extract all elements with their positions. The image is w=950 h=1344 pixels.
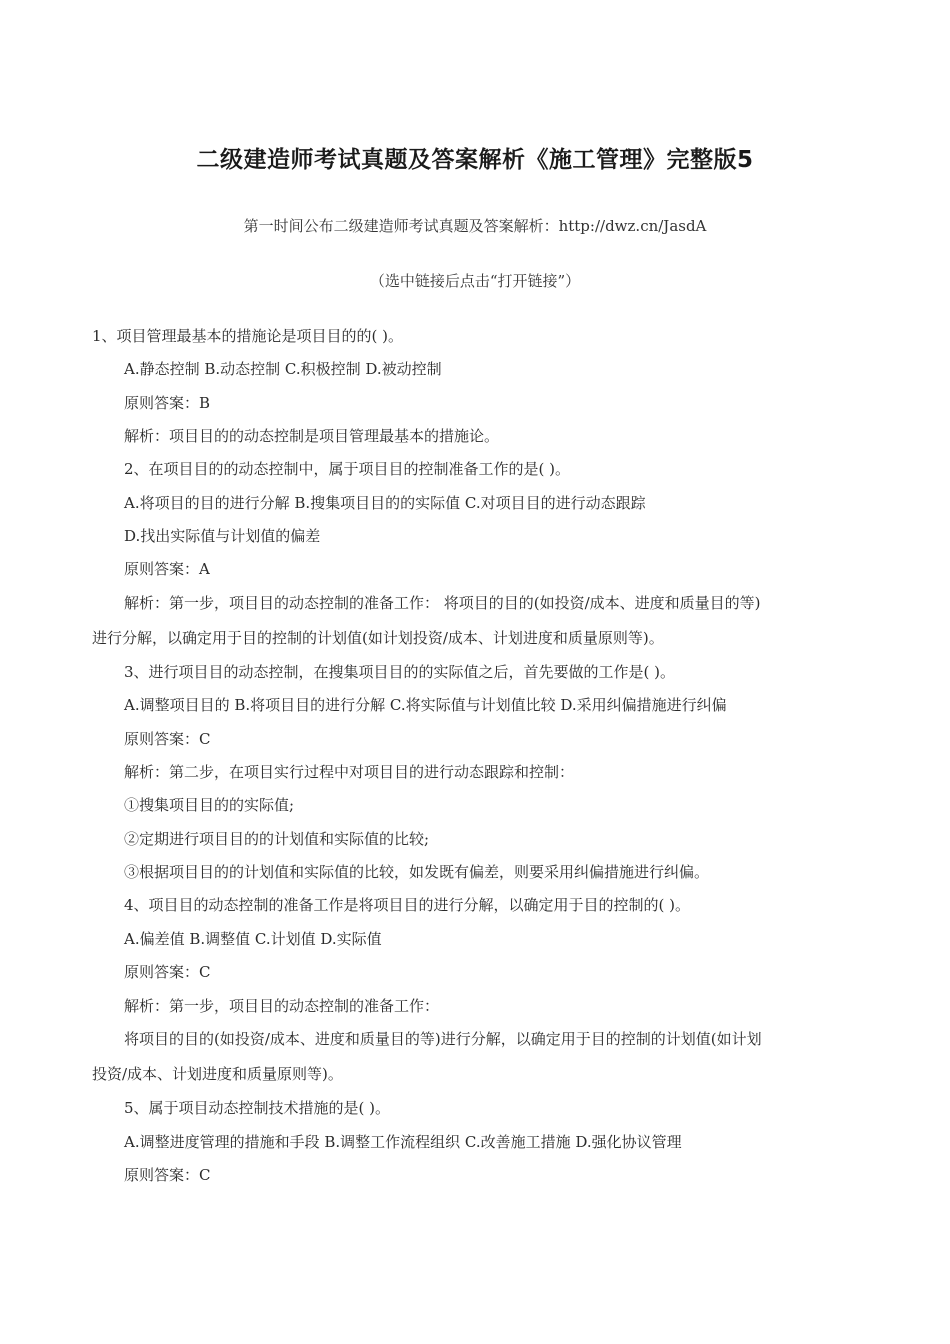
question-4-explanation-cont: 投资/成本、计划进度和质量原则等)。 — [92, 1065, 343, 1083]
question-2-options-cont: D.找出实际值与计划值的偏差 — [124, 527, 321, 545]
question-3-step-1: ①搜集项目目的的实际值; — [124, 796, 295, 814]
question-4-answer: 原则答案：C — [124, 963, 211, 981]
question-3-explanation: 解析：第二步，在项目实行过程中对项目目的进行动态跟踪和控制： — [124, 763, 575, 781]
question-1: 1、项目管理最基本的措施论是项目目的的( )。 — [92, 327, 404, 345]
question-5-answer: 原则答案：C — [124, 1166, 211, 1184]
question-5: 5、属于项目动态控制技术措施的是( )。 — [124, 1099, 391, 1117]
question-1-answer: 原则答案：B — [124, 394, 211, 412]
question-4-options: A.偏差值 B.调整值 C.计划值 D.实际值 — [124, 930, 382, 948]
question-3-step-3: ③根据项目目的的计划值和实际值的比较，如发既有偏差，则要采用纠偏措施进行纠偏。 — [124, 863, 710, 881]
question-2-options: A.将项目的目的进行分解 B.搜集项目目的的实际值 C.对项目目的进行动态跟踪 — [124, 494, 646, 512]
document-subtitle-link[interactable]: 第一时间公布二级建造师考试真题及答案解析：http://dwz.cn/JasdA — [243, 217, 707, 235]
question-2: 2、在项目目的的动态控制中，属于项目目的控制准备工作的是( )。 — [124, 460, 571, 478]
question-4-explanation: 解析：第一步，项目目的动态控制的准备工作： — [124, 997, 440, 1015]
question-3-options: A.调整项目目的 B.将项目目的进行分解 C.将实际值与计划值比较 D.采用纠偏措施进行纠偏 — [124, 696, 727, 714]
document-title: 二级建造师考试真题及答案解析《施工管理》完整版5 — [196, 147, 754, 173]
question-4: 4、项目目的动态控制的准备工作是将项目目的进行分解，以确定用于目的控制的( )。 — [124, 896, 691, 914]
question-4-explanation-detail: 将项目的目的(如投资/成本、进度和质量目的等)进行分解，以确定用于目的控制的计划值(如计划 — [124, 1030, 762, 1048]
question-1-options: A.静态控制 B.动态控制 C.积极控制 D.被动控制 — [124, 360, 442, 378]
question-3: 3、进行项目目的动态控制，在搜集项目目的的实际值之后，首先要做的工作是( )。 — [124, 663, 676, 681]
question-2-explanation: 解析：第一步，项目目的动态控制的准备工作： 将项目的目的(如投资/成本、进度和质量目的等) — [124, 594, 761, 612]
question-3-step-2: ②定期进行项目目的的计划值和实际值的比较; — [124, 830, 430, 848]
question-3-answer: 原则答案：C — [124, 730, 211, 748]
question-2-explanation-cont: 进行分解，以确定用于目的控制的计划值(如计划投资/成本、计划进度和质量原则等)。 — [92, 629, 664, 647]
document-note: （选中链接后点击“打开链接”） — [369, 272, 581, 290]
question-5-options: A.调整进度管理的措施和手段 B.调整工作流程组织 C.改善施工措施 D.强化协议管理 — [124, 1133, 682, 1151]
question-1-explanation: 解析：项目目的的动态控制是项目管理最基本的措施论。 — [124, 427, 500, 445]
question-2-answer: 原则答案：A — [124, 560, 210, 578]
